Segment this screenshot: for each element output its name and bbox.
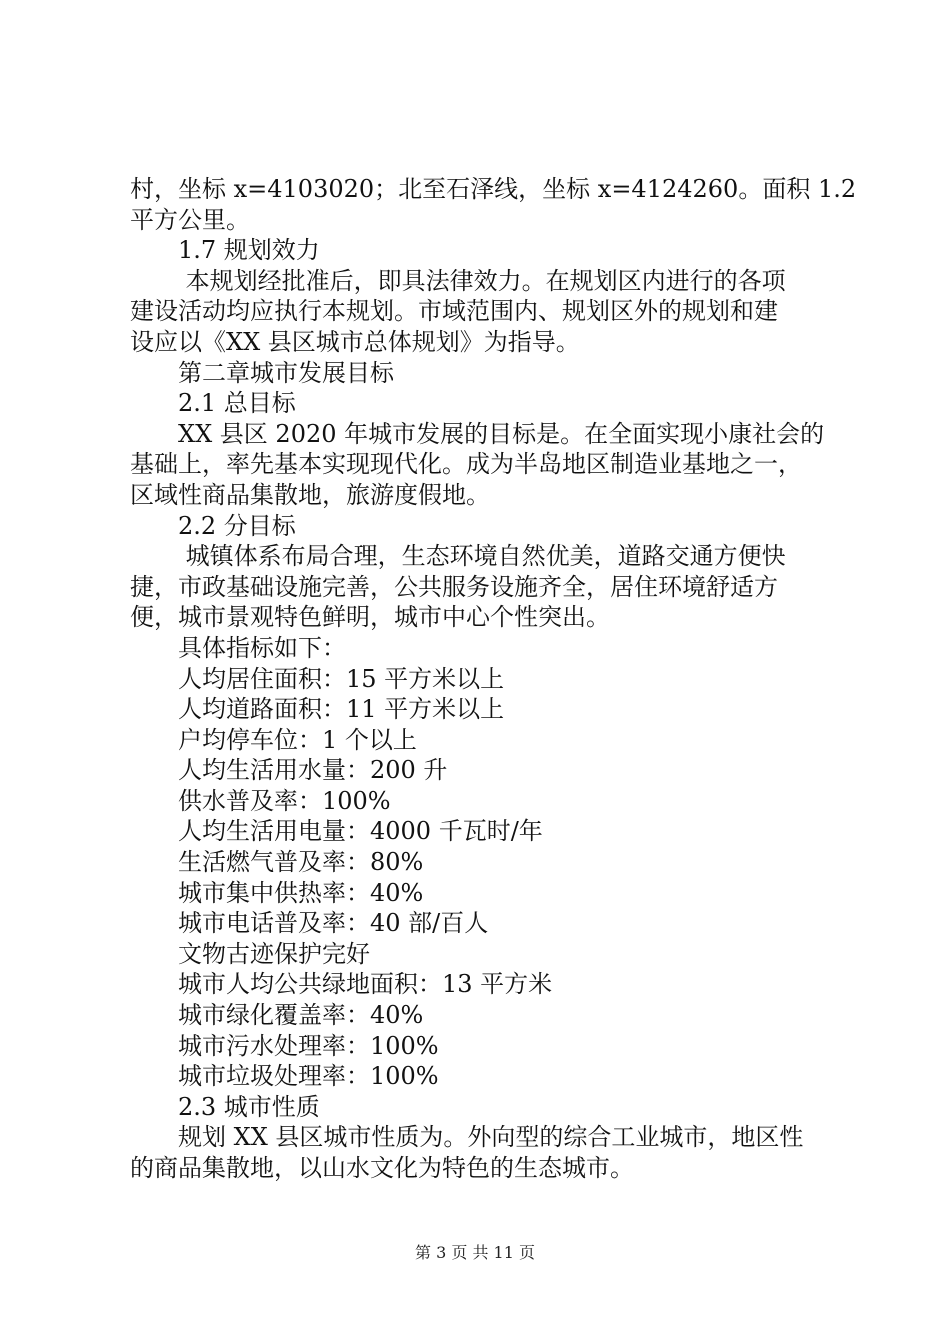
text-line: 城市人均公共绿地面积：13 平方米 xyxy=(178,970,553,999)
text-line: 人均生活用电量：4000 千瓦时/年 xyxy=(178,817,543,846)
text-line: 捷，市政基础设施完善，公共服务设施齐全，居住环境舒适方 xyxy=(130,572,778,601)
text-line: 建设活动均应执行本规划。市域范围内、规划区外的规划和建 xyxy=(130,297,778,326)
text-line: 便，城市景观特色鲜明，城市中心个性突出。 xyxy=(130,603,610,632)
text-line: 2.2 分目标 xyxy=(178,511,296,540)
text-line: 设应以《XX 县区城市总体规划》为指导。 xyxy=(130,327,580,356)
text-line: 文物古迹保护完好 xyxy=(178,939,370,968)
text-line: 人均生活用水量：200 升 xyxy=(178,756,448,785)
text-line: 人均居住面积：15 平方米以上 xyxy=(178,664,505,693)
text-line: 村，坐标 x=4103020；北至石泽线，坐标 x=4124260。面积 1.2 xyxy=(130,175,857,203)
text-line: 区域性商品集散地，旅游度假地。 xyxy=(130,480,490,509)
text-line: 城市集中供热率：40% xyxy=(178,878,424,907)
document-body xyxy=(130,174,857,1184)
text-line: 第二章城市发展目标 xyxy=(178,358,394,387)
text-line: 平方公里。 xyxy=(130,205,250,234)
text-line: 2.1 总目标 xyxy=(178,389,296,418)
text-line: 人均道路面积：11 平方米以上 xyxy=(178,695,505,724)
text-line: 规划 XX 县区城市性质为。外向型的综合工业城市，地区性 xyxy=(178,1123,804,1152)
text-line: 城市垃圾处理率：100% xyxy=(178,1062,439,1091)
text-line: 城市污水处理率：100% xyxy=(178,1031,439,1060)
text-line: 城市电话普及率：40 部/百人 xyxy=(178,909,489,938)
text-line: 生活燃气普及率：80% xyxy=(178,848,424,877)
text-line: 本规划经批准后，即具法律效力。在规划区内进行的各项 xyxy=(178,266,786,295)
text-line: 供水普及率：100% xyxy=(178,786,391,815)
page-footer: 第 3 页 共 11 页 xyxy=(415,1243,535,1262)
text-line: 1.7 规划效力 xyxy=(178,236,320,265)
text-line: 城市绿化覆盖率：40% xyxy=(178,1001,424,1030)
text-line: 基础上，率先基本实现现代化。成为半岛地区制造业基地之一， xyxy=(130,450,802,479)
text-line: 户均停车位：1 个以上 xyxy=(178,725,417,754)
text-line: 的商品集散地，以山水文化为特色的生态城市。 xyxy=(130,1154,634,1182)
text-line: 2.3 城市性质 xyxy=(178,1092,320,1121)
text-line: 城镇体系布局合理，生态环境自然优美，道路交通方便快 xyxy=(178,542,786,571)
text-line: XX 县区 2020 年城市发展的目标是。在全面实现小康社会的 xyxy=(178,419,825,448)
text-line: 具体指标如下： xyxy=(178,633,346,662)
